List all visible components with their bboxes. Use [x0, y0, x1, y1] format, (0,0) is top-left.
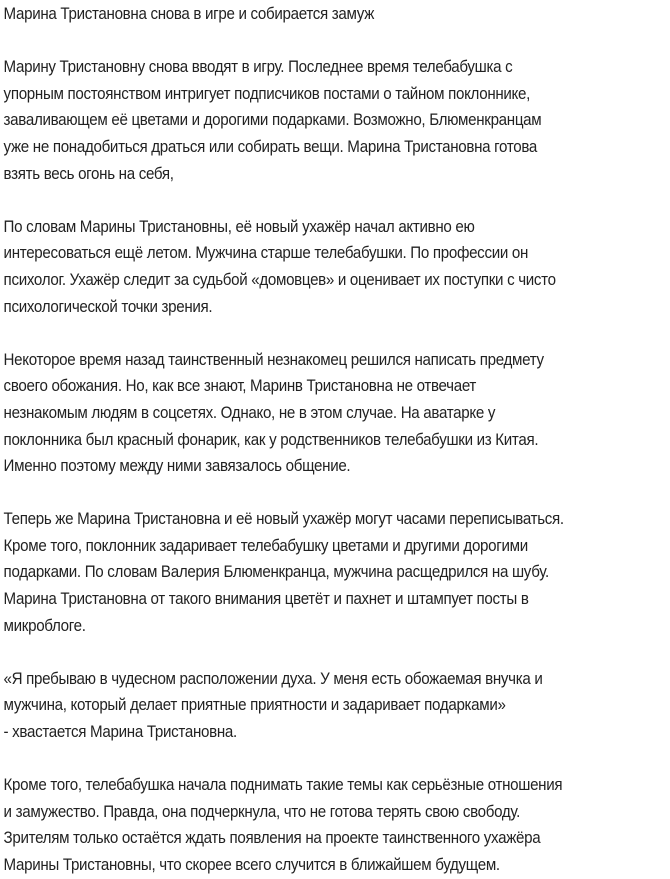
paragraph-line: микроблоге. [3, 615, 86, 635]
paragraph-line: интересоваться ещё летом. Мужчина старше телебабушки. По профессии он [3, 243, 529, 263]
paragraph-line: По словам Марины Тристановны, её новый ухажёр начал активно ею [3, 216, 475, 236]
paragraph-2 [4, 214, 670, 320]
paragraph-line: Кроме того, поклонник задаривает телебабушку цветами и другими дорогими [3, 535, 528, 555]
spacer [4, 480, 670, 507]
paragraph-line: взять весь огонь на себя, [3, 163, 174, 183]
quote-line: «Я пребываю в чудесном расположении духа. У меня есть обожаемая внучка и [3, 668, 543, 688]
paragraph-line: Некоторое время назад таинственный незнакомец решился написать предмету [3, 349, 544, 369]
spacer [4, 320, 670, 347]
paragraph-6 [4, 772, 670, 878]
paragraph-line: Марины Тристановны, что скорее всего случится в ближайшем будущем. [3, 855, 500, 874]
quote-attribution: - хвастается Марина Тристановна. [3, 722, 237, 742]
paragraph-line: Марина Тристановна от такого внимания цветёт и пахнет и штампует посты в [3, 589, 529, 609]
spacer [4, 746, 670, 773]
quote-line: мужчина, который делает приятные приятности и задаривает подарками» [3, 695, 506, 715]
paragraph-line: Теперь же Марина Тристановна и её новый ухажёр могут часами переписываться. [3, 509, 564, 529]
paragraph-line: психологической точки зрения. [3, 296, 213, 316]
paragraph-line: незнакомым людям в соцсетях. Однако, не в этом случае. На аватарке у [3, 402, 496, 422]
paragraph-4 [4, 506, 670, 639]
paragraph-line: Зрителям только остаётся ждать появления на проекте таинственного ухажёра [3, 828, 541, 848]
paragraph-line: упорным постоянством интригует подписчиков постами о тайном поклоннике, [3, 83, 531, 103]
spacer [4, 28, 670, 55]
paragraph-line: поклонника был красный фонарик, как у родственников телебабушки из Китая. [3, 429, 539, 449]
article-title: Марина Тристановна снова в игре и собирается замуж [3, 4, 375, 23]
paragraph-line: своего обожания. Но, как все знают, Маринв Тристановна не отвечает [3, 376, 477, 396]
paragraph-line: психолог. Ухажёр следит за судьбой «домовцев» и оценивает их поступки с чисто [3, 269, 556, 289]
spacer [4, 639, 670, 666]
paragraph-line: заваливающем её цветами и дорогими подарками. Возможно, Блюменкранцам [3, 110, 542, 130]
paragraph-1 [4, 54, 670, 187]
paragraph-3 [4, 347, 670, 480]
paragraph-line: уже не понадобиться драться или собирать вещи. Марина Тристановна готова [3, 136, 538, 156]
paragraph-line: Кроме того, телебабушка начала поднимать такие темы как серьёзные отношения [3, 775, 563, 795]
paragraph-5-quote [4, 666, 670, 746]
paragraph-line: Именно поэтому между ними завязалось общение. [3, 456, 351, 476]
paragraph-line: Марину Тристановну снова вводят в игру. Последнее время телебабушка с [3, 57, 513, 77]
paragraph-line: подарками. По словам Валерия Блюменкранца, мужчина расщедрился на шубу. [3, 562, 549, 582]
paragraph-line: и замужество. Правда, она подчеркнула, что не готова терять свою свободу. [3, 801, 521, 821]
spacer [4, 187, 670, 214]
